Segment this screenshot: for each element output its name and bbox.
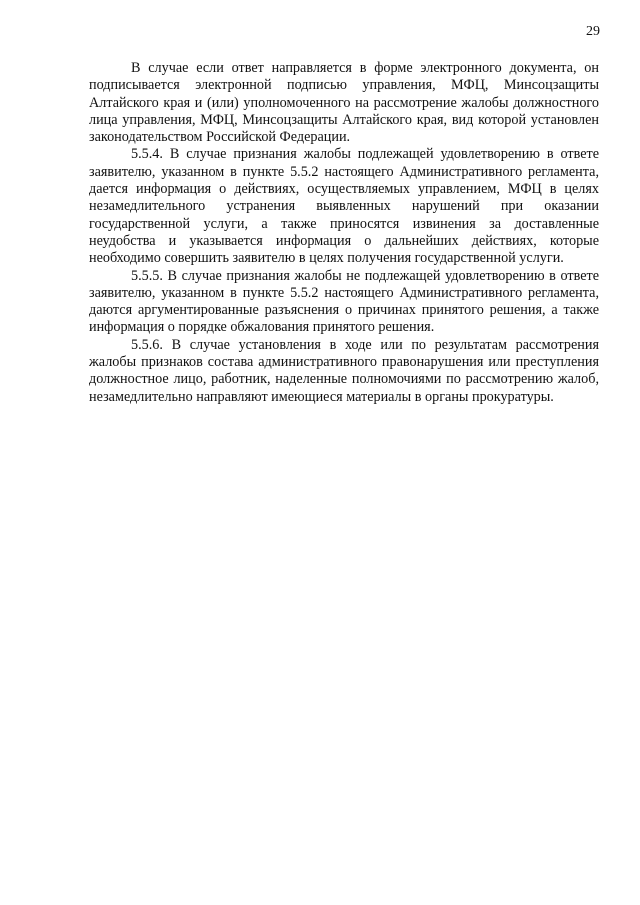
paragraph-electronic-response: В случае если ответ направляется в форме электронного документа, он подписывается электронной подписью управления, МФЦ, Минсоцзащиты Алтайского края и (или) уполномоченного на рассмотрение жалобы должностного лица управления, МФЦ, Минсоцзащиты Алтайского края, вид которой установлен законодательством Российской Федерации.: [89, 60, 599, 146]
paragraph-5-5-5: 5.5.5. В случае признания жалобы не подлежащей удовлетворению в ответе заявителю, указанном в пункте 5.5.2 настоящего Административного регламента, даются аргументированные разъяснения о причинах принятого решения, а также информация о порядке обжалования принятого решения.: [89, 267, 599, 336]
paragraph-5-5-6: 5.5.6. В случае установления в ходе или по результатам рассмотрения жалобы признаков состава административного правонарушения или преступления должностное лицо, работник, наделенные полномочиями по рассмотрению жалоб, незамедлительно направляют имеющиеся материалы в органы прокуратуры.: [89, 336, 599, 405]
paragraph-5-5-4: 5.5.4. В случае признания жалобы подлежащей удовлетворению в ответе заявителю, указанном в пункте 5.5.2 настоящего Административного регламента, дается информация о действиях, осуществляемых управлением, МФЦ в целях незамедлительного устранения выявленных нарушений при оказании государственной услуги, а также приносятся извинения за доставленные неудобства и указывается информация о дальнейших действиях, которые необходимо совершить заявителю в целях получения государственной услуги.: [89, 146, 599, 267]
document-body: [89, 60, 599, 406]
page-number: 29: [586, 24, 600, 39]
